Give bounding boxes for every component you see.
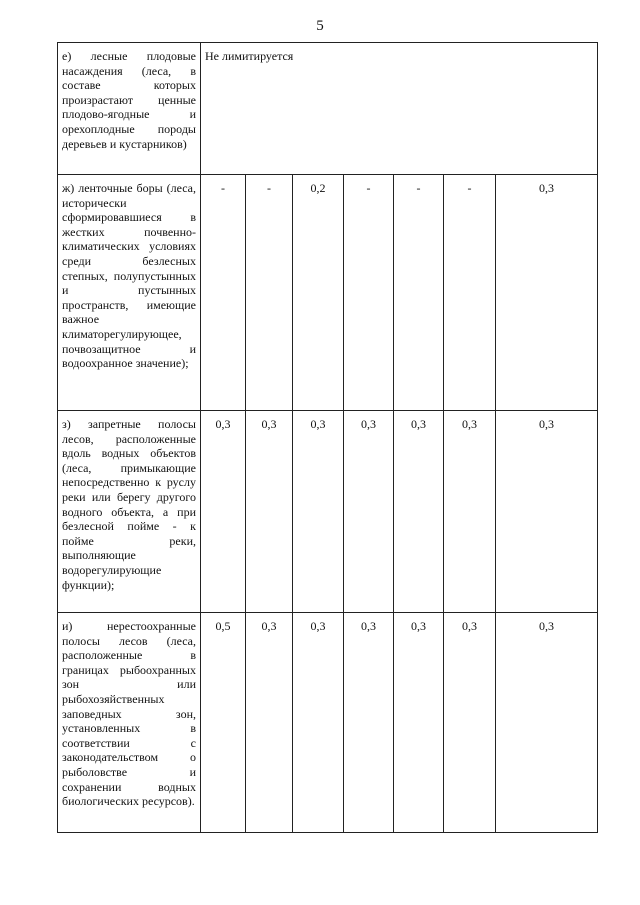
value-cell: 0,3	[201, 411, 246, 613]
table-row	[58, 411, 598, 613]
value-cell: 0,3	[246, 411, 293, 613]
table-row	[58, 175, 598, 411]
value-cell: 0,3	[394, 411, 444, 613]
page-number: 5	[316, 18, 324, 34]
row-description: ж) ленточные боры (леса, исторически сформировавшиеся в жестких почвенно-климатических условиях среди безлесных степных, полупустынных и пустынных пространств, имеющие важное климаторегулирующее, почвозащитное и водоохранное значение);	[58, 175, 201, 411]
value-cell: 0,2	[293, 175, 344, 411]
value-cell: 0,3	[344, 411, 394, 613]
value-cell: -	[394, 175, 444, 411]
value-cell: -	[201, 175, 246, 411]
limits-table	[57, 42, 598, 833]
row-description: е) лесные плодовые насаждения (леса, в составе которых произрастают ценные плодово-ягодные и орехоплодные породы деревьев и кустарников)	[58, 43, 201, 175]
not-limited-cell: Не лимитируется	[201, 43, 598, 175]
table-row	[58, 613, 598, 833]
value-cell: 0,3	[496, 411, 598, 613]
value-cell: 0,3	[293, 411, 344, 613]
value-cell: 0,3	[344, 613, 394, 833]
value-cell: 0,3	[496, 613, 598, 833]
value-cell: -	[344, 175, 394, 411]
value-cell: 0,3	[496, 175, 598, 411]
value-cell: 0,5	[201, 613, 246, 833]
row-description: и) нерестоохранные полосы лесов (леса, расположенные в границах рыбоохранных зон или рыбохозяйственных заповедных зон, установленных в соответствии с законодательством о рыболовстве и сохранении водных биологических ресурсов).	[58, 613, 201, 833]
value-cell: 0,3	[444, 411, 496, 613]
table-row	[58, 43, 598, 175]
value-cell: -	[246, 175, 293, 411]
value-cell: -	[444, 175, 496, 411]
value-cell: 0,3	[394, 613, 444, 833]
value-cell: 0,3	[246, 613, 293, 833]
value-cell: 0,3	[444, 613, 496, 833]
value-cell: 0,3	[293, 613, 344, 833]
row-description: з) запретные полосы лесов, расположенные вдоль водных объектов (леса, примыкающие непосредственно к руслу реки или берегу другого водного объекта, а при безлесной пойме - к пойме реки, выполняющие водорегулирующие функции);	[58, 411, 201, 613]
